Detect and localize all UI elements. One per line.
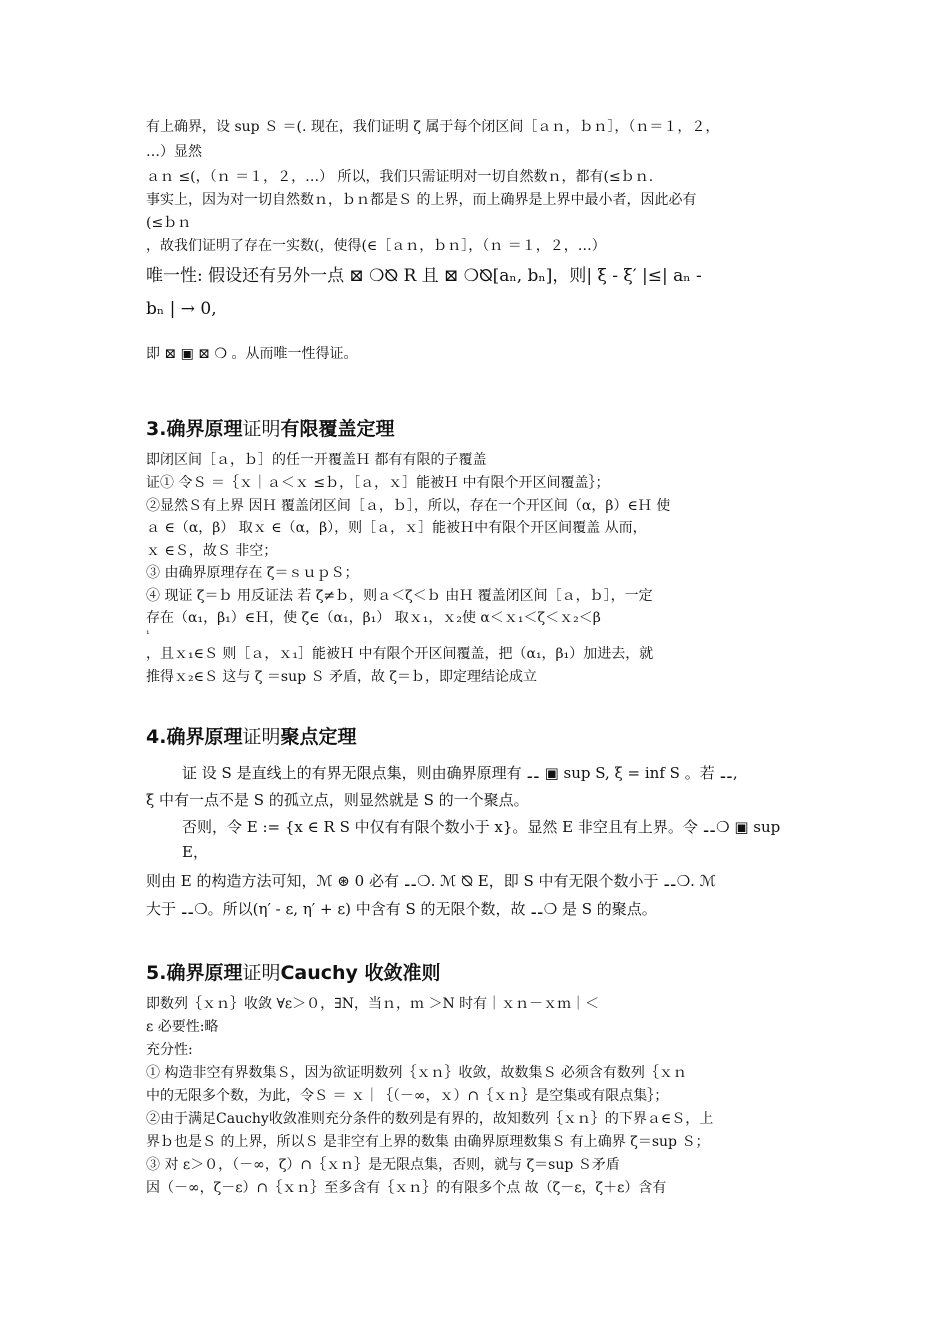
text-line: 推得ｘ₂∈Ｓ 这与 ζ ＝sup Ｓ 矛盾，故 ζ＝ｂ，即定理结论成立 [146, 669, 538, 685]
text-line: ε 必要性:略 [146, 1019, 219, 1035]
text-line: ，故我们证明了存在一实数(，使得(∈［ａｎ，ｂｎ］，（ｎ ＝１，２，…） [146, 238, 606, 254]
heading-bold: 有限覆盖定理 [280, 418, 395, 440]
heading-bold: 5.确界原理 [146, 962, 243, 984]
text-line: 否则，令 E := {x ∈ R S 中仅有有限个数小于 x}。显然 E 非空且有上界。令 ⚋❍ ▣ sup [182, 818, 781, 836]
text-line: …）显然 [146, 144, 202, 160]
heading-light: 证明 [242, 418, 281, 440]
heading-bold: Cauchy 收敛准则 [280, 962, 441, 984]
section-heading-5 [146, 958, 441, 985]
text-line: 事实上，因为对一切自然数ｎ，ｂｎ都是Ｓ 的上界，而上确界是上界中最小者，因此必有 [146, 192, 697, 208]
uniqueness-line: 唯一性: 假设还有另外一点 ⊠ ❍⦰ R 且 ⊠ ❍⦰[aₙ, bₙ]，则| ξ - ξ′ |≤| aₙ - [146, 266, 702, 286]
heading-light: 证明 [242, 962, 281, 984]
text-line: 有上确界，设 sup Ｓ ＝(. 现在，我们证明 ζ 属于每个闭区间［ａｎ，ｂｎ］，（ｎ＝１，２， [146, 119, 720, 135]
heading-bold: 聚点定理 [280, 726, 357, 748]
text-line: ａ ∈（α，β） 取ｘ ∈（α，β），则［ａ，ｘ］能被Ｈ中有限个开区间覆盖 从而， [146, 520, 647, 536]
text-line: E， [182, 843, 208, 861]
text-line: ，且ｘ₁∈Ｓ 则［ａ，ｘ₁］能被Ｈ 中有限个开区间覆盖，把（α₁，β₁）加进去，就 [146, 646, 654, 662]
text-line: 大于 ⚋❍。所以(η′ - ε, η′ + ε) 中含有 S 的无限个数，故 ⚋❍ 是 S 的聚点。 [146, 900, 657, 918]
text-line: ｘ ∈Ｓ，故Ｓ 非空； [146, 543, 278, 559]
text-line: ②由于满足Cauchy收敛准则充分条件的数列是有界的，故知数列｛ｘｎ｝的下界ａ∈Ｓ，上 [146, 1111, 714, 1127]
text-line: ④ 现证 ζ＝ｂ 用反证法 若 ζ≠ｂ，则ａ＜ζ＜ｂ 由Ｈ 覆盖闭区间［ａ，ｂ］，一定 [146, 588, 653, 604]
text-line: ① 构造非空有界数集Ｓ，因为欲证明数列｛ｘｎ｝收敛，故数集Ｓ 必须含有数列｛ｘｎ [146, 1065, 687, 1081]
text-line: 即 ⊠ ▣ ⊠ ❍ 。从而唯一性得证。 [146, 346, 358, 362]
text-line: 则由 E 的构造方法可知，ℳ ⊛ 0 必有 ⚋❍. ℳ ⦰ E，即 S 中有无限个数小于 ⚋❍. ℳ [146, 872, 716, 890]
text-line: ａｎ ≤(，（ｎ ＝１，２，…） 所以，我们只需证明对一切自然数ｎ，都有(≤ｂｎ. [146, 169, 654, 185]
text-line: 证① 令Ｓ ＝｛ｘ｜ａ＜ｘ ≤ｂ，［ａ，ｘ］能被Ｈ 中有限个开区间覆盖｝； [146, 475, 610, 491]
text-line: ③ 对 ε＞０，（－∞，ζ）∩｛ｘｎ｝是无限点集，否则，就与 ζ＝sup Ｓ矛盾 [146, 1157, 620, 1173]
text-line: bₙ | → 0, [146, 299, 217, 319]
text-line: ξ 中有一点不是 S 的孤立点，则显然就是 S 的一个聚点。 [146, 791, 529, 809]
text-line: ③ 由确界原理存在 ζ＝ｓｕｐＳ； [146, 565, 359, 581]
heading-light: 证明 [242, 726, 281, 748]
text-line: 中的无限多个数，为此，令Ｓ ＝ ｘ｜｛（－∞，ｘ）∩｛ｘｎ｝是空集或有限点集｝； [146, 1088, 669, 1104]
text-line: 充分性: [146, 1042, 193, 1058]
text-line: 即数列｛ｘｎ｝收敛 ∀ε＞０，∃N，当ｎ，ｍ ＞N 时有｜ｘｎ－ｘｍ｜＜ [146, 996, 600, 1012]
text-line: 证 设 S 是直线上的有界无限点集，则由确界原理有 ⚋ ▣ sup S, ξ = inf S 。若 ⚋, [182, 764, 738, 782]
text-line: ②显然Ｓ有上界 因Ｈ 覆盖闭区间［ａ，ｂ］，所以，存在一个开区间（α，β）∈Ｈ 使 [146, 498, 671, 514]
text-line: 界ｂ也是Ｓ 的上界，所以Ｓ 是非空有上界的数集 由确界原理数集Ｓ 有上确界 ζ＝sup Ｓ； [146, 1134, 710, 1150]
heading-bold: 4.确界原理 [146, 726, 243, 748]
section-heading-3 [146, 414, 394, 441]
text-line: 存在（α₁，β₁）∈Ｈ，使 ζ∈（α₁，β₁） 取ｘ₁，ｘ₂使 α＜ｘ₁＜ζ＜ｘ₂＜β [146, 610, 601, 626]
section-heading-4 [146, 722, 356, 749]
text-line: (≤ｂｎ [146, 215, 192, 231]
heading-bold: 3.确界原理 [146, 418, 243, 440]
text-line: 即闭区间［ａ，ｂ］的任一开覆盖Ｈ 都有有限的子覆盖 [146, 452, 487, 468]
text-line: 因（－∞，ζ－ε）∩｛ｘｎ｝至多含有｛ｘｎ｝的有限多个点 故（ζ－ε，ζ＋ε）含有 [146, 1180, 667, 1196]
subscript-line: ₁ [146, 627, 150, 637]
